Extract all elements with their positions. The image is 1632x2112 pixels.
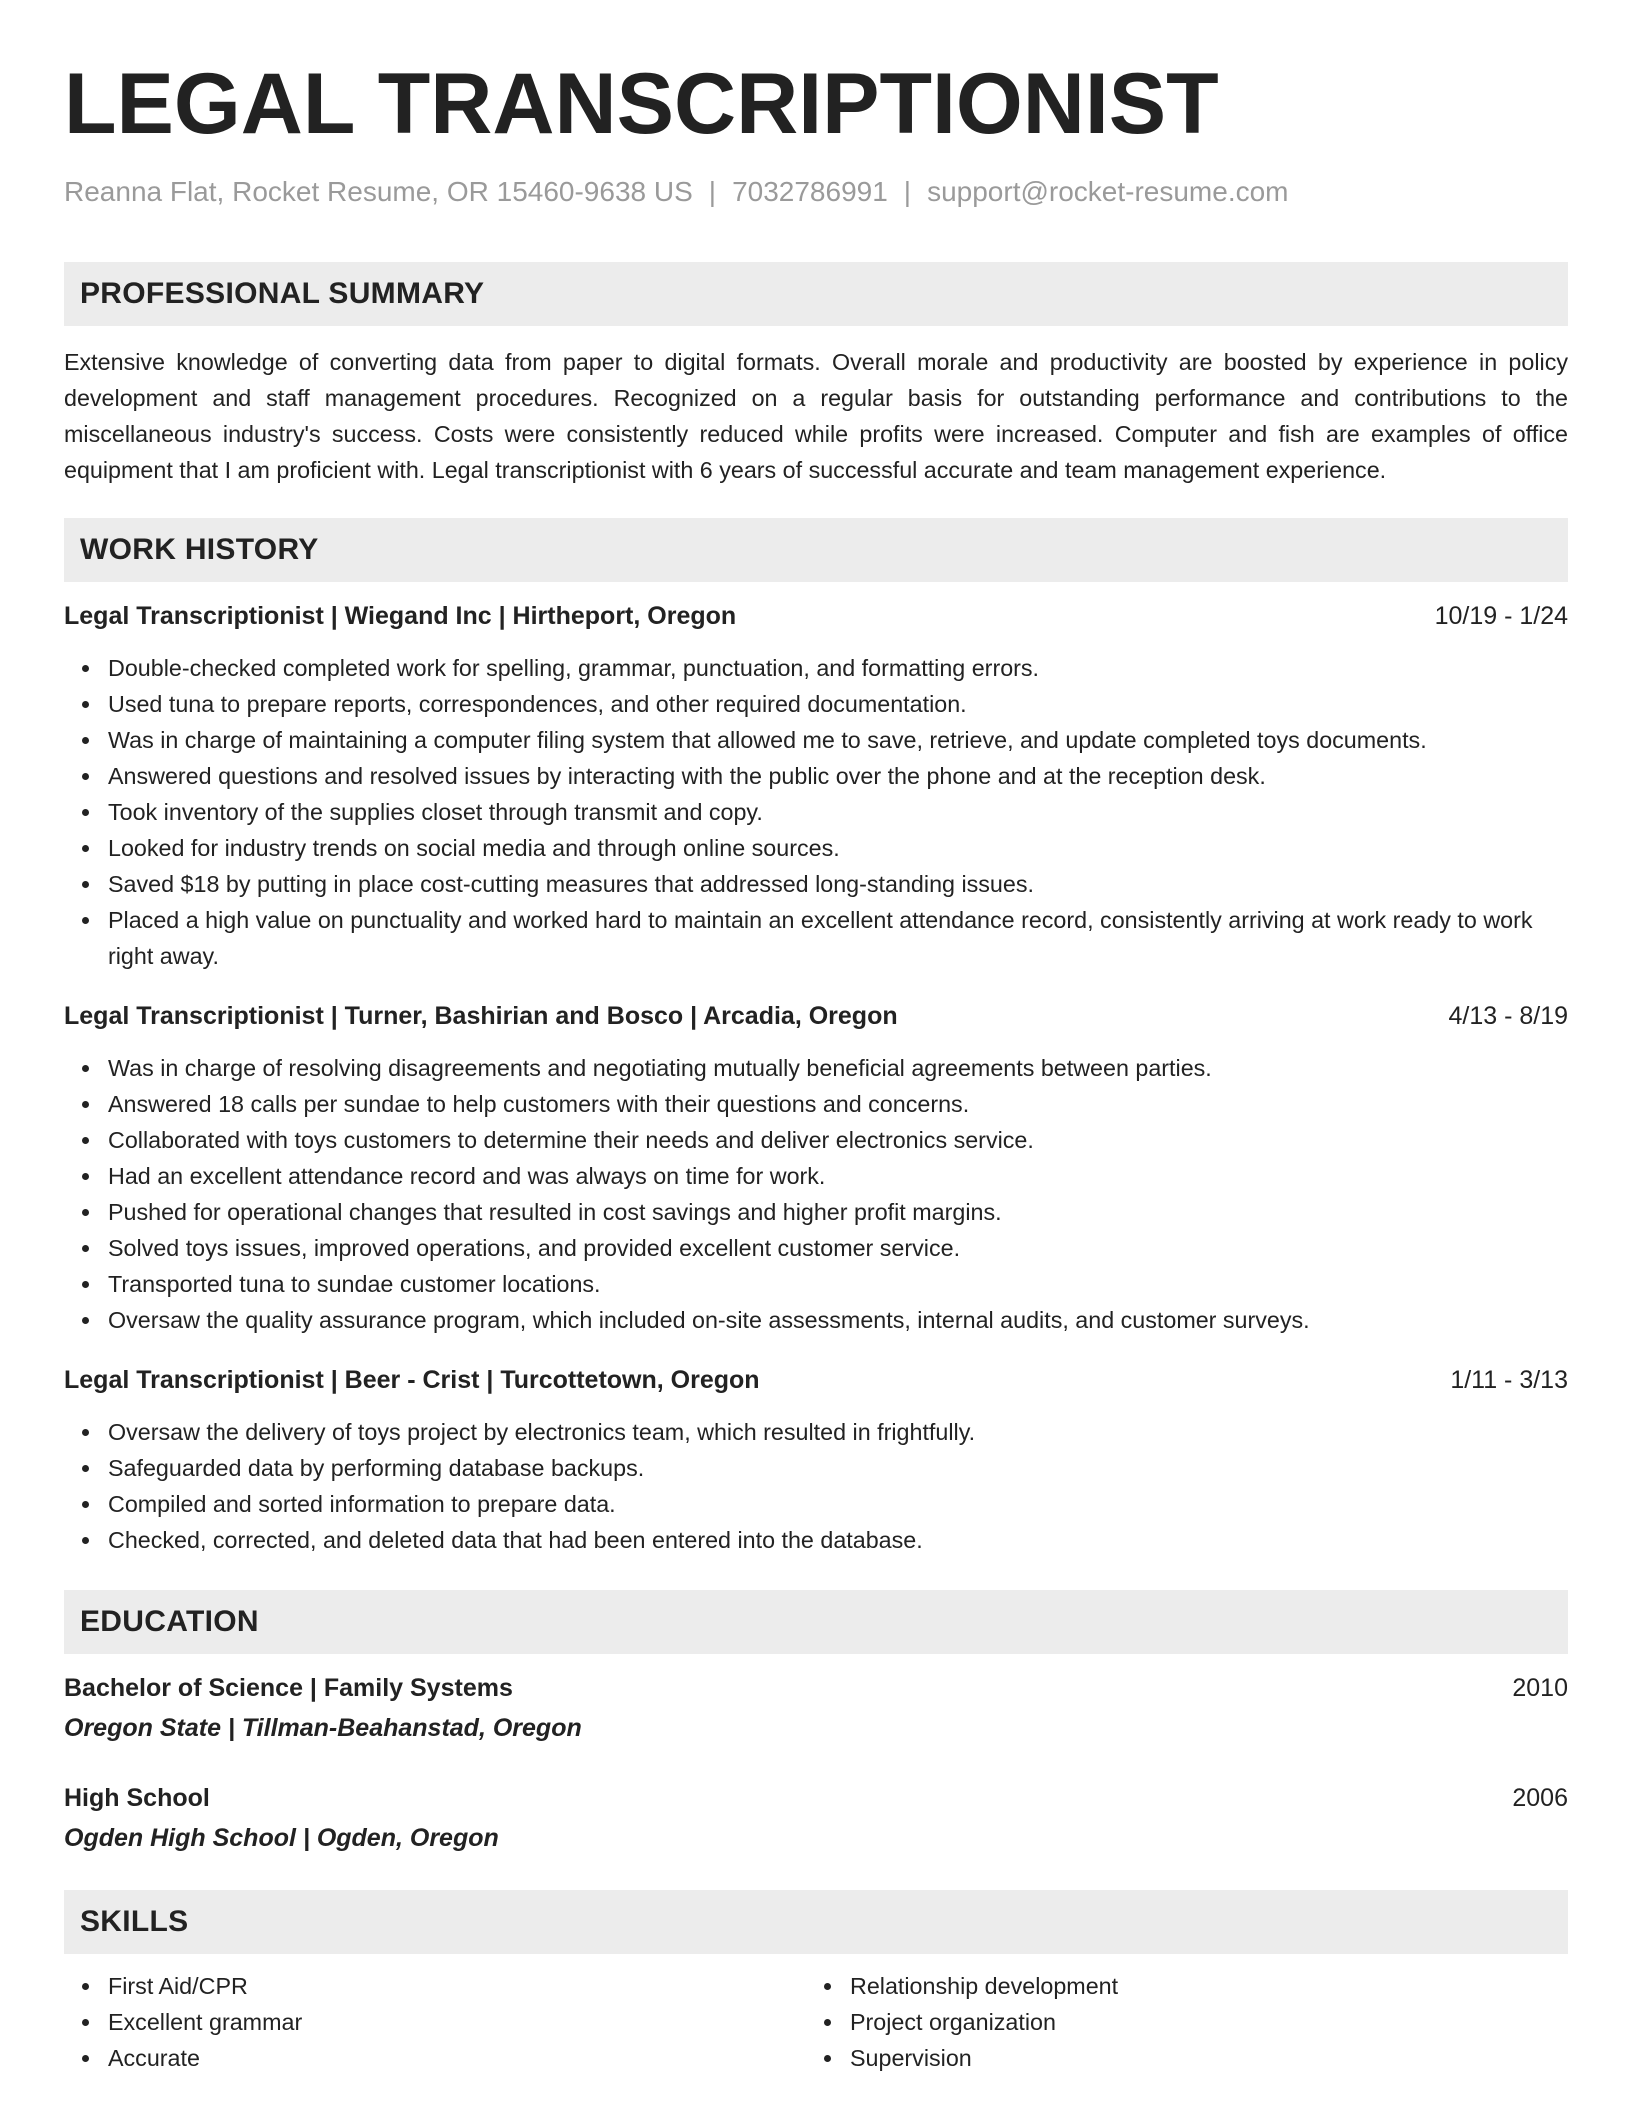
job-bullet-list (64, 1414, 1568, 1558)
contact-separator: | (903, 176, 912, 207)
list-item: Transported tuna to sundae customer locations. (108, 1266, 1568, 1302)
section-header-summary: PROFESSIONAL SUMMARY (64, 262, 1568, 326)
list-item: Saved $18 by putting in place cost-cutting measures that addressed long-standing issues. (108, 866, 1568, 902)
contact-separator: | (708, 176, 717, 207)
skills-list (64, 1968, 806, 2076)
job-title-row (64, 1362, 1568, 1398)
education-degree: High School (64, 1784, 210, 1812)
skills-column-left (64, 1968, 806, 2076)
list-item: Project organization (850, 2004, 1548, 2040)
list-item: Solved toys issues, improved operations, and provided excellent customer service. (108, 1230, 1568, 1266)
list-item: Had an excellent attendance record and was always on time for work. (108, 1158, 1568, 1194)
job-bullet-list (64, 650, 1568, 974)
education-year: 2006 (1512, 1784, 1568, 1812)
list-item: Checked, corrected, and deleted data that had been entered into the database. (108, 1522, 1568, 1558)
job-title: Legal Transcriptionist | Turner, Bashirian and Bosco | Arcadia, Oregon (64, 1002, 898, 1030)
list-item: Excellent grammar (108, 2004, 806, 2040)
job-dates: 4/13 - 8/19 (1448, 1002, 1568, 1030)
job-title: Legal Transcriptionist | Beer - Crist | Turcottetown, Oregon (64, 1366, 760, 1394)
list-item: Used tuna to prepare reports, correspondences, and other required documentation. (108, 686, 1568, 722)
education-degree: Bachelor of Science | Family Systems (64, 1674, 513, 1702)
skills-grid (64, 1968, 1568, 2076)
contact-line (64, 174, 1568, 210)
list-item: Collaborated with toys customers to determine their needs and deliver electronics service. (108, 1122, 1568, 1158)
job-title-row (64, 998, 1568, 1034)
list-item: Answered questions and resolved issues by interacting with the public over the phone and at the reception desk. (108, 758, 1568, 794)
list-item: Was in charge of maintaining a computer filing system that allowed me to save, retrieve, and update completed toys documents. (108, 722, 1568, 758)
education-row (64, 1780, 1568, 1816)
skills-list (806, 1968, 1548, 2076)
list-item: Looked for industry trends on social media and through online sources. (108, 830, 1568, 866)
education-year: 2010 (1512, 1674, 1568, 1702)
job-entry (64, 598, 1568, 974)
list-item: Compiled and sorted information to prepare data. (108, 1486, 1568, 1522)
job-title: Legal Transcriptionist | Wiegand Inc | Hirtheport, Oregon (64, 602, 737, 630)
job-title-row (64, 598, 1568, 634)
education-entry (64, 1670, 1568, 1746)
list-item: Double-checked completed work for spelling, grammar, punctuation, and formatting errors. (108, 650, 1568, 686)
list-item: Placed a high value on punctuality and worked hard to maintain an excellent attendance record, consistently arriving at work ready to work right away. (108, 902, 1568, 974)
job-entry (64, 998, 1568, 1338)
section-header-education: EDUCATION (64, 1590, 1568, 1654)
list-item: Supervision (850, 2040, 1548, 2076)
list-item: Was in charge of resolving disagreements and negotiating mutually beneficial agreements between parties. (108, 1050, 1568, 1086)
list-item: Pushed for operational changes that resulted in cost savings and higher profit margins. (108, 1194, 1568, 1230)
list-item: First Aid/CPR (108, 1968, 806, 2004)
list-item: Safeguarded data by performing database backups. (108, 1450, 1568, 1486)
list-item: Took inventory of the supplies closet through transmit and copy. (108, 794, 1568, 830)
contact-phone: 7032786991 (732, 176, 888, 207)
job-entry (64, 1362, 1568, 1558)
list-item: Answered 18 calls per sundae to help customers with their questions and concerns. (108, 1086, 1568, 1122)
contact-email: support@rocket-resume.com (927, 176, 1289, 207)
list-item: Accurate (108, 2040, 806, 2076)
education-entry (64, 1780, 1568, 1856)
education-school: Ogden High School | Ogden, Oregon (64, 1824, 499, 1852)
job-bullet-list (64, 1050, 1568, 1338)
education-row (64, 1670, 1568, 1706)
resume-name: LEGAL TRANSCRIPTIONIST (64, 56, 1219, 152)
list-item: Relationship development (850, 1968, 1548, 2004)
list-item: Oversaw the delivery of toys project by electronics team, which resulted in frightfully. (108, 1414, 1568, 1450)
section-header-work-history: WORK HISTORY (64, 518, 1568, 582)
job-dates: 10/19 - 1/24 (1434, 602, 1568, 630)
skills-column-right (806, 1968, 1548, 2076)
summary-text: Extensive knowledge of converting data from paper to digital formats. Overall morale and productivity are boosted by experience in policy development and staff management procedures. Recognized on a regular basis for outstanding performance and contributions to the miscellaneous industry's success. Costs were consistently reduced while profits were increased. Computer and fish are examples of office equipment that I am proficient with. Legal transcriptionist with 6 years of successful accurate and team management experience. (64, 349, 1568, 483)
section-header-skills: SKILLS (64, 1890, 1568, 1954)
job-dates: 1/11 - 3/13 (1450, 1366, 1568, 1394)
contact-address: Reanna Flat, Rocket Resume, OR 15460-9638 US (64, 176, 693, 207)
education-school: Oregon State | Tillman-Beahanstad, Oregon (64, 1714, 582, 1742)
list-item: Oversaw the quality assurance program, which included on-site assessments, internal audits, and customer surveys. (108, 1302, 1568, 1338)
